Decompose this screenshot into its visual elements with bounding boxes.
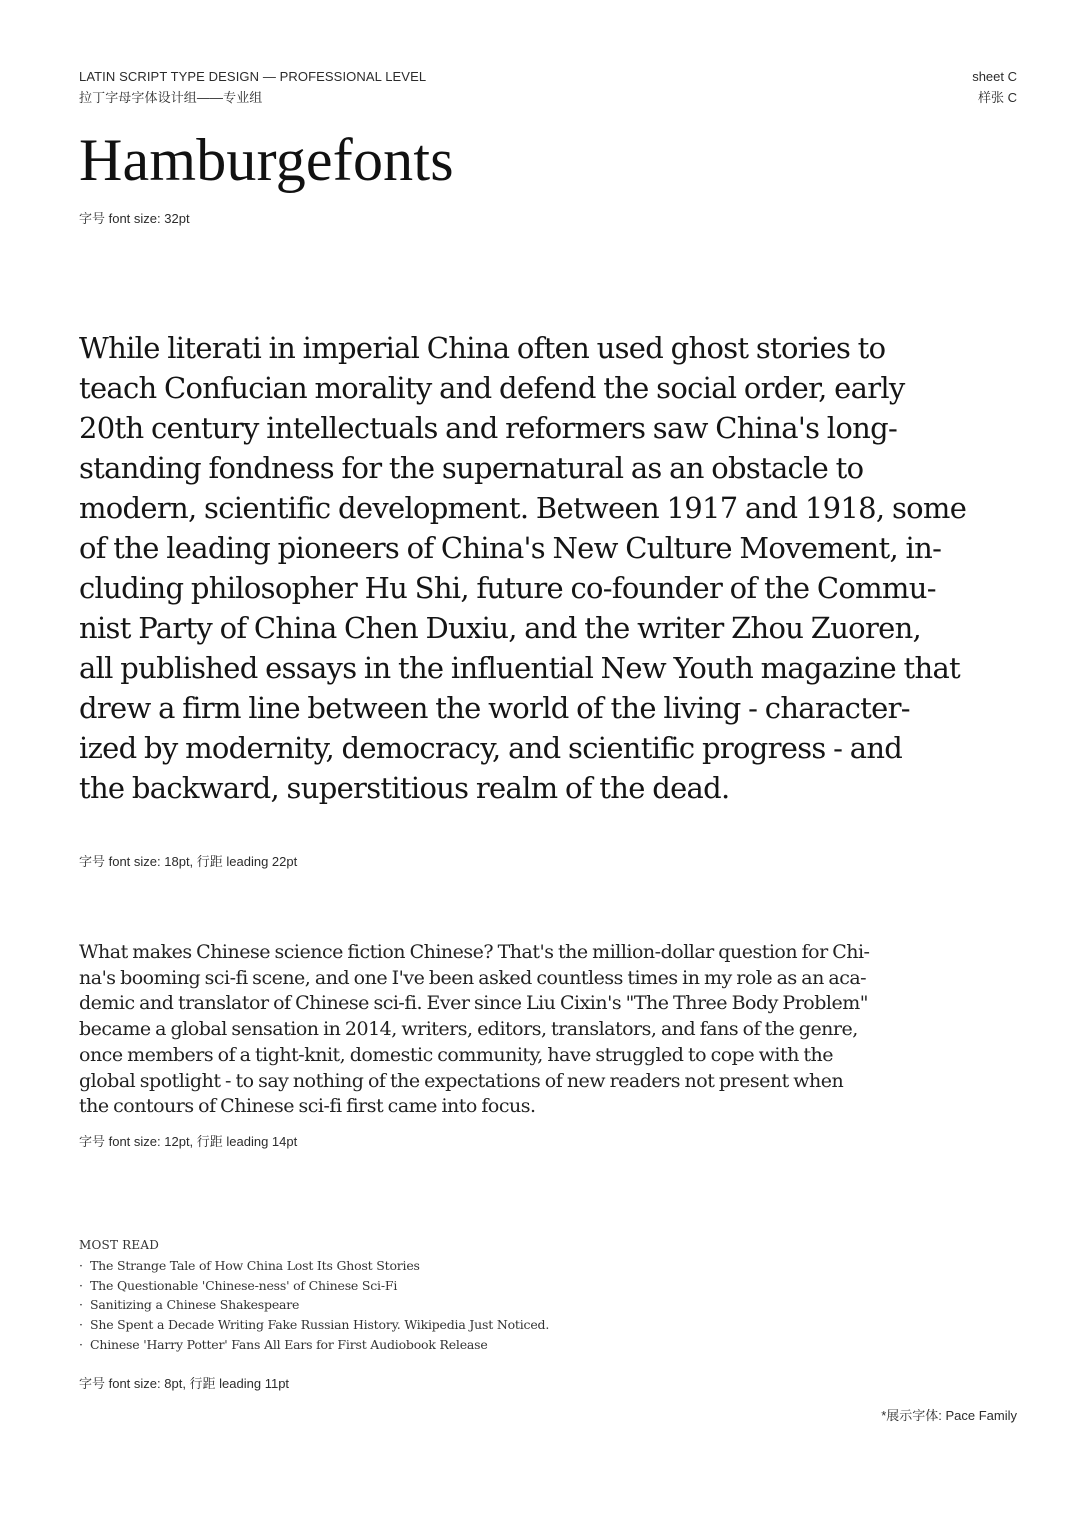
most-read-heading: MOST READ xyxy=(79,1238,160,1252)
list-item-text: She Spent a Decade Writing Fake Russian History. Wikipedia Just Noticed. xyxy=(90,1317,550,1333)
small-text-spec: 字号 font size: 8pt, 行距 leading 11pt xyxy=(79,1376,290,1391)
bullet: · xyxy=(79,1277,83,1293)
paragraph-line: nist Party of China Chen Duxiu, and the writer Zhou Zuoren, xyxy=(79,611,922,645)
paragraph-line: ized by modernity, democracy, and scientific progress - and xyxy=(79,731,903,765)
paragraph-line: standing fondness for the supernatural as an obstacle to xyxy=(79,451,864,485)
paragraph-line: once members of a tight-knit, domestic community, have struggled to cope with the xyxy=(79,1043,833,1066)
paragraph-line: modern, scientific development. Between 1917 and 1918, some xyxy=(79,491,967,525)
list-item xyxy=(79,1335,549,1355)
sheet-label-chinese: 样张 C xyxy=(977,90,1017,105)
category-english: LATIN SCRIPT TYPE DESIGN — PROFESSIONAL LEVEL xyxy=(79,69,427,84)
sheet-label-english: sheet C xyxy=(972,69,1017,84)
bullet: · xyxy=(79,1317,83,1333)
bullet: · xyxy=(79,1336,83,1352)
list-item-text: Sanitizing a Chinese Shakespeare xyxy=(90,1297,300,1313)
list-item xyxy=(79,1315,549,1335)
list-item-text: Chinese 'Harry Potter' Fans All Ears for First Audiobook Release xyxy=(90,1336,488,1352)
paragraph-line: of the leading pioneers of China's New Culture Movement, in- xyxy=(79,531,942,565)
paragraph-line: global spotlight - to say nothing of the expectations of new readers not present when xyxy=(79,1069,844,1092)
category-chinese: 拉丁字母字体设计组——专业组 xyxy=(79,90,263,105)
paragraph-line: What makes Chinese science fiction Chinese? That's the million-dollar question for Chi- xyxy=(79,941,870,963)
list-item xyxy=(79,1295,549,1315)
display-font-note: *展示字体: Pace Family xyxy=(881,1408,1017,1423)
most-read-list xyxy=(79,1236,549,1355)
bullet: · xyxy=(79,1297,83,1313)
list-item-text: The Questionable 'Chinese-ness' of Chinese Sci-Fi xyxy=(90,1277,398,1293)
paragraph-line: demic and translator of Chinese sci-fi. Ever since Liu Cixin's "The Three Body Problem" xyxy=(79,992,868,1015)
paragraph-line: all published essays in the influential New Youth magazine that xyxy=(79,651,961,685)
paragraph-line: the contours of Chinese sci-fi first came into focus. xyxy=(79,1095,536,1118)
specimen-paragraph-medium xyxy=(79,940,979,1120)
paragraph-line: na's booming sci-fi scene, and one I've been asked countless times in my role as an aca- xyxy=(79,966,867,989)
paragraph-line: 20th century intellectuals and reformers saw China's long- xyxy=(79,411,898,445)
sheet-category xyxy=(79,66,426,108)
bullet: · xyxy=(79,1257,83,1273)
paragraph-line: became a global sensation in 2014, writers, editors, translators, and fans of the genre, xyxy=(79,1018,858,1041)
large-paragraph-spec: 字号 font size: 18pt, 行距 leading 22pt xyxy=(79,854,298,869)
paragraph-line: While literati in imperial China often used ghost stories to xyxy=(79,331,886,365)
title-font-size-spec: 字号 font size: 32pt xyxy=(79,211,190,226)
paragraph-line: drew a firm line between the world of the living - character- xyxy=(79,691,910,725)
paragraph-line: teach Confucian morality and defend the social order, early xyxy=(79,371,905,405)
list-item xyxy=(79,1276,549,1296)
list-item xyxy=(79,1256,549,1276)
medium-paragraph-spec: 字号 font size: 12pt, 行距 leading 14pt xyxy=(79,1134,298,1149)
paragraph-line: cluding philosopher Hu Shi, future co-founder of the Commu- xyxy=(79,571,936,605)
specimen-title: Hamburgefonts xyxy=(79,127,454,193)
sheet-label xyxy=(972,66,1017,108)
list-item-text: The Strange Tale of How China Lost Its Ghost Stories xyxy=(90,1257,420,1273)
paragraph-line: the backward, superstitious realm of the dead. xyxy=(79,771,730,805)
specimen-paragraph-large xyxy=(79,328,1039,808)
